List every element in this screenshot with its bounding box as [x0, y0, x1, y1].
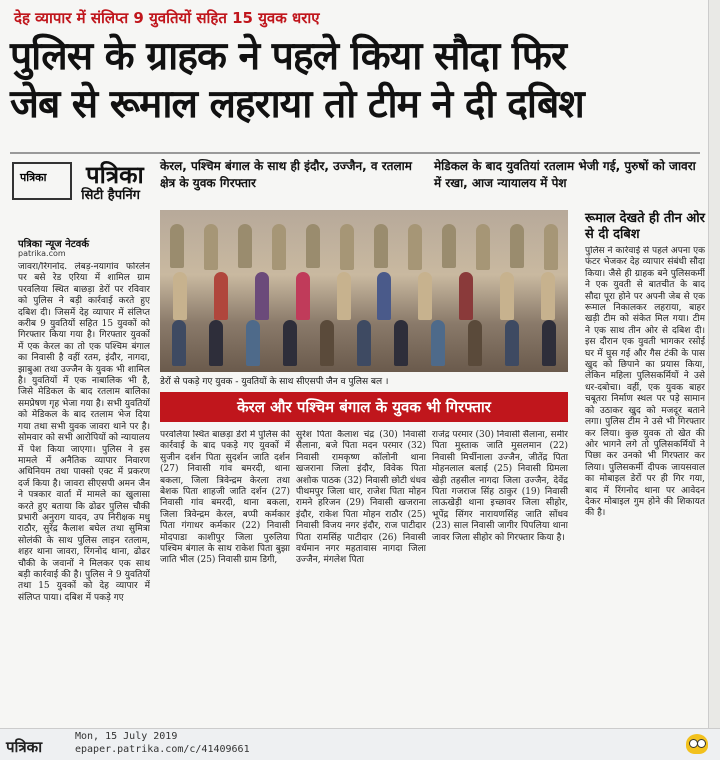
footer-url[interactable]: epaper.patrika.com/c/41409661 [75, 744, 250, 755]
owl-icon [686, 734, 708, 754]
byline-site: patrika.com [18, 249, 66, 258]
photo-caption: डेरों से पकड़े गए युवक - युवतियों के साथ सीएसपी जैन व पुलिस बल । [160, 377, 389, 387]
left-column: जावरा/रिंगनोद. लेबड़-नयागांव फोरलेन पर बसे रेड एरिया में शामिल ग्राम परवलिया स्थित बाछड़ा डेरों पर रविवार को पुलिस ने बड़ी कार्रवाई करते हुए दबिश दी। जिसमें देह व्यापार में संलिप्त करीब 9 युवतियों सहित 15 युवकों को गिरफ्तार किया गया है। गिरफ्तार युवकों में एक केरल का तो एक पश्चिम बंगाल का निवासी है वहीं रतम, इंदौर, नागदा, झाबुआ तथा उज्जैन के युवक भी शामिल है। युवतियों में एक नाबालिक भी है, जिसे मेडिकल के बाद रतलाम बालिका समप्रेषण गृह भेजा गया है। सभी युवतियों को मेडिकल के बाद रतलाम भेज दिया गया तथा सभी युवक जावरा थाने पर है। सोमवार को सभी आरोपियों को न्यायालय में पेश किया जाएगा। पुलिस ने इस मामले में अनैतिक व्यापार निवारण अधिनियम तथा पाक्सो एक्ट में प्रकरण दर्ज किया है। जावरा सीएसपी अमन जैन ने पत्रकार वार्ता में मामले का खुलासा करते हुए बताया कि ढोढर पुलिस चौकी प्रभारी अनुराग यादव, उप निरीक्षक मधु राठौर, सुरेंद्र कैलाश बघेल तथा सुमित्रा सोलंकी के साथ पुलिस लाइन रतलाम, शहर थाना जावरा, रिंगनोद थाना, ढोढर चौकी के जवानों ने मिलकर एक साथ बड़ी कार्रवाई की है। पुलिस ने 9 युवतियों तथा 15 युवकों को देह व्यापार में संलिप्त पाया। दबिश में पकड़े गए [18, 262, 150, 603]
subhead-right: मेडिकल के बाद युवतियां रतलाम भेजी गई, पुरुषों को जावरा में रखा, आज न्यायालय में पेश [434, 159, 696, 190]
column-2: सुरेश पिता कैलाश चंद्र (30) निवासी सैलाना, बजे पिता मदन परमार (32) निवासी रामकृष्ण कॉलोनी थाना खजराना जिला इंदौर, विवेक पिता अशोक पाठक (32) निवासी छोटी धंधव पीथमपुर जिला धार, राजेश पिता मोहन रामने हरिजन (29) निवासी खजराना इंदौर, राकेश पिता मोहन राठौर (25) निवासी विजय नगर इंदौर, राज पाटीदार पिता रामसिंह पाटीदार (26) निवासी वर्धमान नगर महतावास नागदा जिला उज्जैन, मंगलेश पिता [296, 430, 426, 566]
section-banner: केरल और पश्चिम बंगाल के युवक भी गिरफ्तार [160, 392, 568, 422]
patrika-logo-icon [12, 162, 72, 200]
headline-line-2: जेब से रूमाल लहराया तो टीम ने दी दबिश [10, 82, 584, 127]
brand-name: पत्रिका [86, 161, 144, 189]
side-body: पुलिस ने कार्रवाई से पहले अपना एक फंटर भेजकर देह व्यापार संबंधी सौदा किया। जैसे ही ग्राहक बने पुलिसकर्मी ने एक युवती से बातचीत के बाद सौदा पूरा होने पर अपनी जेब से एक रूमाल निकालकर लहराया, बाहर खड़ी टीम को संकेत मिल गया। टीम ने एक साथ तीन ओर से दबिश दी। इस दौरान एक युवती भागकर रसोई घर में घुस गई और गैस टंकी के पास खुद को छिपाने का प्रयास किया, लेकिन महिला पुलिसकर्मियों ने उसे धर-दबोचा। वहीं, एक युवक बाहर चबूतरा निर्माण स्थल पर पड़े सामान को उठाकर खुद को मजदूर बताने लगा। पुलिस टीम ने उसे भी गिरफ्तार कर लिया। कुछ युवक तो खेत की ओर भागने लगे तो पुलिसकर्मियों ने पिछा कर उनको भी गिरफ्तार कर लिया। पुलिसकर्मी दीपक जायसवाल का मोबाइल डेरों पर ही गिर गया, बाद में रिंगनोद थाना पर आवेदन देकर मोबाइल गुम होने की शिकायत की है। [585, 246, 705, 519]
headline [10, 33, 690, 129]
byline: पत्रिका न्यूज नेटवर्क [18, 239, 90, 250]
headline-line-1: पुलिस के ग्राहक ने पहले किया सौदा फिर [10, 34, 566, 79]
adjacent-page-strip [708, 0, 720, 728]
footer-date: Mon, 15 July 2019 [75, 731, 178, 742]
section-label: सिटी हैपनिंग [81, 188, 140, 203]
column-1: परवलिया स्थित बाछड़ा डेरो में पुलिस की कार्रवाई के बाद पकड़े गए युवकों में सुजीन दर्शन पिता सुदर्शन जाति दर्शन (27) निवासी गांव बमरदी, थाना बकला, जिला त्रिवेन्द्रम केरला तथा बेशक पिता शाहजी जाति दर्शन (27) निवासी गांव बमरदी, थाना बकला, जिला त्रिवेन्द्रम केरल, बप्पी कर्मकार पिता गंगाधर कर्मकार (22) निवासी मोदपाडा काशीपुर जिला पुरुलिया पश्चिम बंगाल के साथ राकेश पिता बुझा जाति भील (25) निवासी ग्राम डिगी, [160, 430, 290, 566]
side-heading: रूमाल देखते ही तीन ओर से दी दबिश [585, 211, 705, 242]
subhead-left: केरल, पश्चिम बंगाल के साथ ही इंदौर, उज्जैन, व रतलाम क्षेत्र के युवक गिरफ्तार [160, 159, 412, 190]
news-photo [160, 210, 568, 372]
logo-label: पत्रिका [20, 171, 47, 184]
divider [10, 152, 700, 154]
footer-logo[interactable]: पत्रिका [6, 738, 43, 756]
column-3: राजेंद्र परमार (30) निवासी सैलाना, समीर पिता मुस्ताक जाति मुसलमान (22) निवासी मिर्चीनाला उज्जैन, जीतेंद्र पिता मोहनलाल बलाई (25) निवासी ग्रिमला खेड़ी तहसील नागदा जिला उज्जैन, देवेंद्र पिता गजराज सिंह ठाकुर (19) निवासी लाऊखेड़ी थाना इच्छावर जिला सीहोर, भूपेंद्र सिंगर नारायणसिंह जाति सोंधव (23) साल निवासी जागीर पिपलिया थाना जावर जिला सीहोर को गिरफ्तार किया है। [432, 430, 568, 543]
kicker: देह व्यापार में संलिप्त 9 युवतियों सहित 15 युवक धराए [14, 9, 320, 27]
